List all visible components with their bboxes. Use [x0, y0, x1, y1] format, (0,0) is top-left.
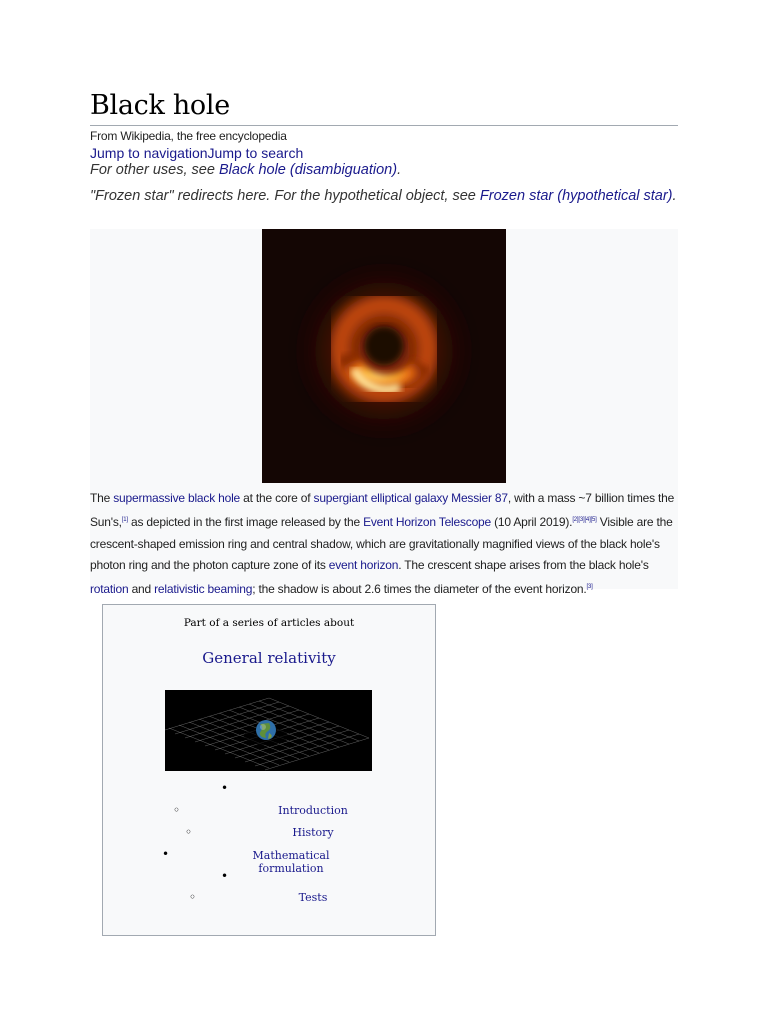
hatnote-text: . — [397, 162, 402, 178]
caption-text: as depicted in the first image released by the — [127, 514, 364, 529]
relativistic-beaming-link[interactable]: relativistic beaming — [154, 582, 253, 597]
caption-text: at the core of — [240, 491, 314, 505]
jump-to-search-link[interactable]: Jump to search — [207, 145, 304, 161]
caption-text: and — [128, 582, 155, 597]
introduction-link[interactable]: Introduction — [278, 804, 348, 817]
hatnote-text: . — [672, 188, 677, 204]
caption-text: ; the shadow is about 2.6 times the diameter of the event horizon. — [252, 582, 587, 597]
reference-2-5[interactable]: [2][3][4][5] — [572, 516, 597, 523]
mathematical-formulation-link[interactable]: Mathematical formulation — [252, 849, 330, 875]
list-bullet: ◦ — [189, 890, 197, 904]
site-tagline: From Wikipedia, the free encyclopedia — [90, 129, 287, 143]
general-relativity-infobox — [102, 604, 436, 936]
hatnote-frozen-star — [90, 187, 678, 205]
caption-text: Visible are the crescent-shaped emission ring and central shadow, which are gravitationally magnified views of the black hole's photon ring and the photon capture zone of its — [90, 514, 673, 573]
infobox-title-link[interactable]: General relativity — [202, 649, 336, 667]
caption-text: (10 April 2019). — [491, 514, 573, 529]
supermassive-black-hole-link[interactable]: supermassive black hole — [113, 491, 241, 505]
disambiguation-link[interactable]: Black hole (disambiguation) — [218, 162, 398, 178]
reference-3[interactable]: [3] — [586, 584, 593, 591]
list-bullet: ◦ — [173, 803, 181, 817]
caption-text: , with a mass ~7 billion times the Sun's, — [90, 491, 675, 529]
caption-text: The — [90, 491, 114, 505]
supergiant-elliptical-galaxy-link[interactable]: supergiant elliptical galaxy — [313, 491, 449, 505]
event-horizon-link[interactable]: event horizon — [328, 558, 399, 573]
hatnote-text: For other uses, see — [90, 162, 219, 178]
list-bullet: • — [221, 781, 229, 795]
frozen-star-link[interactable]: Frozen star (hypothetical star) — [479, 188, 673, 204]
caption-text: . The crescent shape arises from the black hole's — [398, 558, 649, 573]
black-hole-image[interactable] — [262, 229, 506, 483]
messier-87-link[interactable]: Messier 87 — [451, 491, 508, 505]
page-title: Black hole — [90, 90, 230, 121]
rotation-link[interactable]: rotation — [90, 582, 129, 597]
title-divider — [90, 125, 678, 126]
jump-links — [90, 145, 303, 161]
hatnote-other-uses — [90, 162, 401, 178]
list-bullet: ◦ — [185, 825, 193, 839]
list-bullet: • — [221, 869, 229, 883]
history-link[interactable]: History — [292, 826, 334, 839]
list-bullet: • — [162, 847, 170, 861]
spacetime-curvature-image[interactable] — [165, 690, 372, 771]
image-caption — [90, 488, 680, 601]
reference-1[interactable]: [1] — [121, 516, 128, 523]
event-horizon-telescope-link[interactable]: Event Horizon Telescope — [363, 514, 491, 529]
hatnote-text: "Frozen star" redirects here. For the hypothetical object, see — [90, 188, 480, 204]
infobox-above: Part of a series of articles about — [183, 617, 355, 629]
tests-link[interactable]: Tests — [298, 891, 328, 904]
jump-to-navigation-link[interactable]: Jump to navigation — [90, 145, 208, 161]
